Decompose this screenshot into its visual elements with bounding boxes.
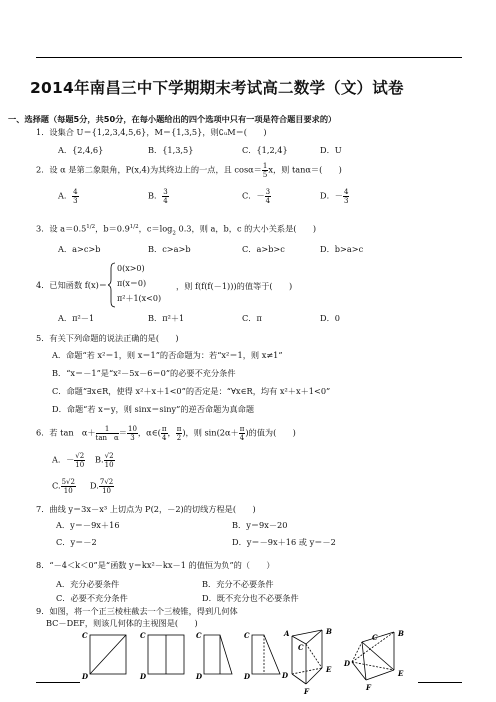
q5-stem: 5．有关下列命题的说法正确的是( ) — [36, 333, 179, 343]
fig2-label-d: D — [140, 672, 147, 681]
q4-pre: 4．已知函数 f(x)＝ — [36, 280, 107, 290]
q3-stem-b: ，b＝0.9 — [95, 223, 130, 234]
q6-option-a — [52, 452, 85, 469]
footer-rule-left — [36, 682, 80, 683]
q6-f1-num: 1 — [96, 425, 119, 434]
q6-d-label: D. — [90, 480, 99, 491]
q1-stem: 1．设集合 U＝{1,2,3,4,5,6}，M＝{1,3,5}，则∁ᵤM＝( ) — [36, 127, 267, 137]
q8-option-a: A．充分必要条件 — [56, 579, 120, 589]
q2-d-num: 4 — [343, 188, 349, 196]
q4-case-2: π(x＝0) — [117, 279, 147, 288]
q6-s-den: 4 — [239, 434, 245, 442]
q3-exp-1: 1/2 — [86, 224, 96, 230]
solid-label-c: C — [372, 633, 378, 642]
q7-stem: 7．曲线 y＝3x－x³ 上切点为 P(2，－2)的切线方程是( ) — [36, 504, 256, 514]
q6-d-num: 7√2 — [99, 478, 114, 486]
q9-line-1: 9．如图，将一个正三棱柱截去一个三棱锥，得到几何体 — [36, 606, 238, 616]
q8-option-b: B．充分不必要条件 — [202, 579, 274, 589]
q2-stem-post: x，则 tanα＝( ) — [268, 164, 342, 175]
q2-d-label: D．－ — [320, 190, 343, 201]
q6-i-num2: π — [176, 425, 182, 433]
fig3-label-d: D — [196, 672, 203, 681]
q2-option-a — [58, 188, 79, 205]
q1-option-a: A．{2,4,6} — [58, 145, 104, 155]
q8-option-c: C．必要不充分条件 — [56, 593, 128, 603]
q6-i-num1: π — [161, 425, 167, 433]
q6-s-num: π — [239, 425, 245, 433]
q2-a-frac — [72, 188, 78, 205]
q6-frac-2 — [127, 425, 138, 442]
view-option-1 — [81, 631, 126, 681]
q6-frac-1 — [96, 425, 119, 442]
fig3-label-c: C — [196, 631, 202, 640]
q7-option-d: D．y＝－9x＋16 或 y＝－2 — [232, 537, 336, 547]
q2-frac-num: 1 — [262, 162, 268, 170]
solid-label-b: B — [398, 629, 404, 638]
q2-a-den: 3 — [73, 197, 78, 205]
q6-b-frac — [104, 452, 115, 469]
q6-c-frac — [61, 478, 76, 495]
q2-a-num: 4 — [73, 188, 78, 196]
q6-option-c — [52, 478, 76, 495]
fig2-label-c: C — [140, 631, 146, 640]
q4-case-3: π²＋1(x<0) — [117, 294, 162, 303]
q6-pre: 6．若 tan α＋ — [36, 427, 96, 438]
q3-stem — [36, 222, 316, 238]
q6-option-d — [90, 478, 114, 495]
q6-c-label: C. — [52, 480, 61, 491]
prism-label-b: B — [326, 628, 332, 636]
header-rule — [36, 57, 462, 58]
q6-a-num: √2 — [75, 452, 85, 460]
q4-case-1: 0(x>0) — [117, 264, 145, 273]
view-option-3 — [195, 631, 232, 681]
view-option-2 — [139, 631, 184, 681]
q2-d-den: 3 — [343, 197, 349, 205]
solid-figure — [343, 629, 404, 692]
q2-b-frac — [162, 188, 168, 205]
q6-frac-3 — [161, 425, 168, 442]
solid-label-d: D — [344, 659, 351, 668]
q4-option-c: C．π — [242, 313, 262, 323]
view-option-4 — [243, 631, 280, 681]
prism-label-e: E — [326, 665, 332, 674]
q9-figures — [76, 628, 426, 700]
q3-stem-c: ，c＝log — [138, 223, 173, 234]
q2-a-label: A． — [58, 190, 73, 201]
q7-option-a: A．y＝－9x＋16 — [56, 520, 120, 530]
q6-b-den: 10 — [104, 461, 114, 469]
q6-comma: ， — [167, 427, 176, 438]
q4-option-b: B．π²＋1 — [148, 313, 185, 323]
q5-option-b: B．“x＝－1”是“x²－5x－6＝0”的必要不充分条件 — [52, 368, 236, 378]
q2-c-label: C．－ — [242, 190, 265, 201]
solid-label-f: F — [366, 683, 371, 692]
q2-b-den: 4 — [163, 197, 168, 205]
q3-stem-d: 0.3，则 a，b，c 的大小关系是( ) — [175, 223, 317, 234]
q8-stem: 8．“－4＜k＜0”是“函数 y＝kx²－kx－1 的值恒为负”的（ ） — [36, 560, 275, 570]
fig4-label-c: C — [244, 631, 250, 640]
q6-stem — [36, 425, 296, 442]
q6-mid2: )，则 sin(2α＋ — [182, 427, 239, 438]
q6-a-label: A．－ — [52, 454, 75, 465]
q3-option-d: D．b>a>c — [320, 244, 364, 254]
q6-c-den: 10 — [63, 487, 73, 495]
q8-option-d: D．既不充分也不必要条件 — [202, 593, 299, 603]
section-heading: 一、选择题（每题5分，共50分，在每小题给出的四个选项中只有一项是符合题目要求的） — [8, 114, 337, 124]
q2-option-d — [320, 188, 349, 205]
q2-c-den: 4 — [265, 197, 271, 205]
q6-d-frac — [99, 478, 114, 495]
q6-i-den2: 2 — [176, 434, 182, 442]
q2-frac-den: 5 — [262, 171, 268, 179]
q6-a-frac — [74, 452, 85, 469]
q6-a-den: 10 — [75, 461, 85, 469]
q6-c-num: 5√2 — [61, 478, 75, 486]
q2-stem-pre: 2．设 α 是第二象限角，P(x,4)为其终边上的一点，且 cosα＝ — [36, 164, 262, 175]
q3-stem-a: 3．设 a＝0.5 — [36, 223, 87, 234]
q6-post: )的值为( ) — [245, 427, 296, 438]
q3-log-base: 2 — [172, 230, 176, 237]
q7-option-b: B．y＝9x－20 — [232, 520, 288, 530]
q5-option-a: A．命题“若 x²＝1，则 x＝1”的否命题为：若“x²＝1，则 x≠1” — [52, 350, 283, 360]
fig1-label-d: D — [82, 672, 89, 681]
q4-post: ，则 f(f(f(－1)))的值等于( ) — [176, 281, 293, 291]
prism-label-d: D — [282, 671, 289, 680]
q2-d-frac — [343, 188, 349, 205]
q1-option-b: B．{1,3,5} — [148, 145, 194, 155]
q6-f2-num: 10 — [127, 425, 137, 433]
q5-option-c: C．命题“∃x∈R，使得 x²＋x＋1<0”的否定是：“∀x∈R，均有 x²＋x＋1<0” — [52, 386, 331, 396]
q3-option-a: A．a>c>b — [58, 244, 101, 254]
q6-eq: ＝ — [118, 427, 127, 438]
solid-label-e: E — [398, 669, 404, 678]
q7-option-c: C．y＝－2 — [56, 537, 97, 547]
q4-option-a: A．π²－1 — [58, 313, 95, 323]
q2-stem — [36, 162, 342, 179]
q2-c-num: 3 — [265, 188, 271, 196]
q6-f2-den: 3 — [130, 434, 135, 442]
q2-option-b — [148, 188, 169, 205]
q4-brace — [108, 262, 116, 308]
q3-exp-2: 1/2 — [129, 224, 139, 230]
q3-option-c: C．a>b>c — [242, 244, 285, 254]
q6-f1-den: tan α — [95, 434, 119, 442]
q2-b-label: B． — [148, 190, 163, 201]
q1-option-c: C．{1,2,4} — [242, 145, 288, 155]
fig1-label-c: C — [82, 631, 88, 640]
q1-option-d: D．U — [320, 145, 342, 155]
q6-b-label: B. — [95, 454, 104, 465]
q2-option-c — [242, 188, 271, 205]
prism-label-a: A — [284, 629, 290, 638]
q6-mid: ，α∈( — [137, 427, 161, 438]
q2-b-num: 3 — [163, 188, 168, 196]
q6-option-b — [95, 452, 115, 469]
q6-d-den: 10 — [102, 487, 112, 495]
prism-label-c: C — [298, 643, 304, 652]
q3-option-b: B．c>a>b — [148, 244, 191, 254]
q6-i-den1: 4 — [161, 434, 167, 442]
prism-figure — [281, 628, 332, 696]
q6-b-num: √2 — [104, 452, 114, 460]
prism-label-f: F — [304, 687, 309, 696]
page-title: 2014年南昌三中下学期期末考试高二数学（文）试卷 — [30, 79, 404, 97]
q9-line-2: BC－DEF，则该几何体的主视图是( ) — [46, 618, 198, 628]
q4-option-d: D．0 — [320, 313, 340, 323]
q5-option-d: D．命题“若 x＝y，则 sinx＝siny”的逆否命题为真命题 — [52, 404, 255, 414]
q2-c-frac — [265, 188, 271, 205]
fig4-label-d: D — [244, 672, 251, 681]
